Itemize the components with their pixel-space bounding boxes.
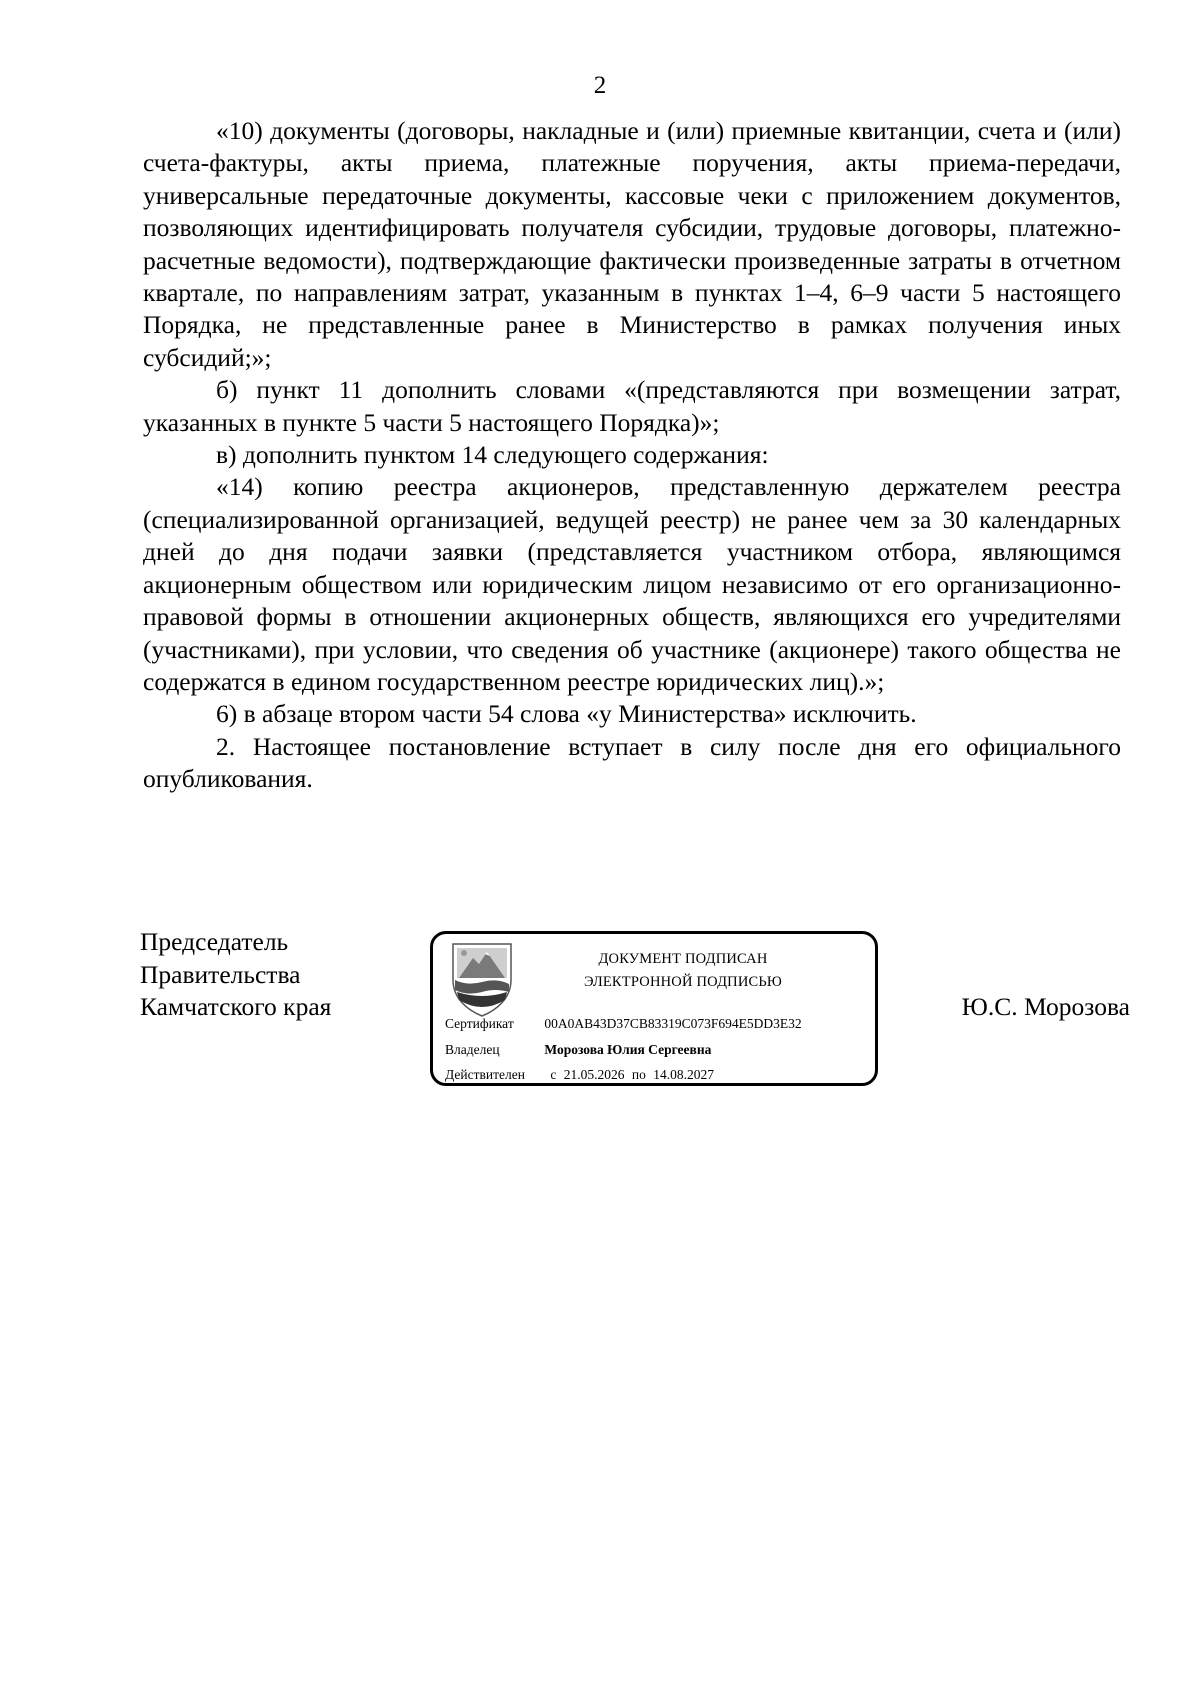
signer-position-line: Председатель: [140, 927, 289, 956]
stamp-title-line: ЭЛЕКТРОННОЙ ПОДПИСЬЮ: [583, 974, 783, 990]
valid-label: Действителен: [445, 1067, 525, 1082]
owner-label: Владелец: [445, 1042, 500, 1057]
kamchatka-coat-of-arms-icon: [447, 940, 517, 1018]
certificate-value: 00A0AB43D37CB83319C073F694E5DD3E32: [544, 1016, 802, 1031]
document-body: [143, 115, 1121, 796]
signer-position-line: Камчатского края: [140, 992, 332, 1021]
valid-to-prefix: по: [631, 1067, 646, 1082]
stamp-title-line: ДОКУМЕНТ ПОДПИСАН: [598, 951, 768, 967]
certificate-label: Сертификат: [445, 1016, 514, 1031]
stamp-validity-row: [445, 1067, 718, 1083]
valid-from-prefix: с: [550, 1067, 557, 1082]
signer-position: [140, 926, 331, 1024]
owner-value: Морозова Юлия Сергеевна: [544, 1042, 712, 1057]
signer-name: Ю.С. Морозова: [961, 992, 1130, 1021]
electronic-signature-stamp: [430, 931, 878, 1086]
page-number: 2: [593, 72, 607, 99]
stamp-certificate-row: [445, 1016, 802, 1032]
valid-to: 14.08.2027: [653, 1067, 714, 1082]
paragraph-item-10: «10) документы (договоры, накладные и (или) приемные квитанции, счета и (или) счета-фактуры, акты приема, платежные поручения, акты приема-передачи, универсальные передаточные документы, кассовые чеки с приложением документов, позволяющих идентифицировать получателя субсидии, трудовые договоры, платежно-расчетные ведомости), подтверждающие фактически произведенные затраты в отчетном квартале, по направлениям затрат, указанным в пунктах 1–4, 6–9 части 5 настоящего Порядка, не представленные ранее в Министерство в рамках получения иных субсидий;»;: [143, 116, 1121, 372]
valid-from: 21.05.2026: [563, 1067, 625, 1082]
stamp-title: [523, 948, 843, 994]
paragraph-amend-v: в) дополнить пунктом 14 следующего содержания:: [216, 440, 769, 470]
signature-block: [140, 926, 1130, 1106]
paragraph-entry-into-force: 2. Настоящее постановление вступает в силу после дня его официального опубликования.: [143, 731, 1121, 794]
paragraph-amend-6: 6) в абзаце втором части 54 слова «у Министерства» исключить.: [216, 699, 917, 729]
signer-position-line: Правительства: [140, 959, 301, 989]
paragraph-amend-b: б) пункт 11 дополнить словами «(представляются при возмещении затрат, указанных в пункте 5 части 5 настоящего Порядка)»;: [143, 375, 1121, 437]
stamp-owner-row: [445, 1042, 711, 1058]
paragraph-item-14: «14) копию реестра акционеров, представленную держателем реестра (специализированной организацией, ведущей реестр) не ранее чем за 30 календарных дней до дня подачи заявки (представляется участником отбора, являющимся акционерным обществом или юридическим лицом независимо от его организационно-правовой формы в отношении акционерных обществ, являющихся его учредителями (участниками), при условии, что сведения об участнике (акционере) такого общества не содержатся в едином государственном реестре юридических лиц).»;: [143, 472, 1121, 696]
